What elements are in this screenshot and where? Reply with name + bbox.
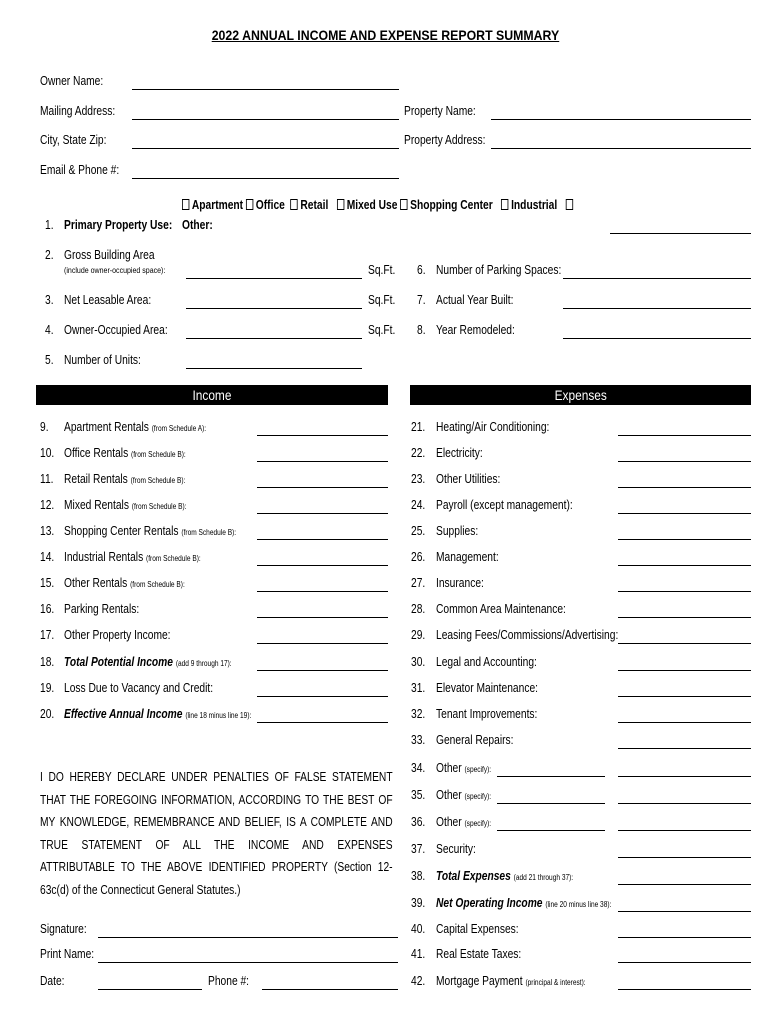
item-number: 9.	[40, 420, 49, 434]
item-number: 38.	[411, 869, 426, 883]
year-built-label: Actual Year Built:	[436, 293, 514, 307]
line-item-text: Real Estate Taxes:	[436, 947, 522, 961]
property-name-label: Property Name:	[404, 104, 476, 118]
line-item-note: (specify):	[464, 792, 492, 801]
line-item-text: Capital Expenses:	[436, 922, 519, 936]
other-use-label: Other:	[182, 218, 213, 232]
checkbox-icon	[246, 199, 253, 210]
line-item-note: (principal & interest):	[525, 978, 586, 987]
parking-spaces-label: Number of Parking Spaces:	[436, 263, 562, 277]
amount-field[interactable]	[257, 670, 388, 671]
line-item-text: Effective Annual Income	[64, 707, 183, 721]
signature-field[interactable]	[98, 937, 398, 938]
item-number: 21.	[411, 420, 426, 434]
line-item-label	[436, 842, 476, 856]
line-item-label	[436, 681, 538, 695]
line-item-label	[64, 707, 251, 721]
line-item-note: (line 20 minus line 38):	[545, 900, 612, 909]
line-item-text: Office Rentals	[64, 446, 129, 460]
income-header: Income	[36, 385, 388, 405]
line-item-label	[64, 655, 232, 669]
line-item-text: Tenant Improvements:	[436, 707, 538, 721]
line-item-label	[436, 550, 499, 564]
amount-field[interactable]	[618, 857, 751, 858]
item-number: 26.	[411, 550, 426, 564]
line-item-text: Other Utilities:	[436, 472, 501, 486]
line-item-text: Heating/Air Conditioning:	[436, 420, 550, 434]
line-item-text: Supplies:	[436, 524, 479, 538]
line-item-note: (from Schedule B):	[146, 554, 201, 563]
line-item-note: (from Schedule B):	[130, 580, 185, 589]
checkbox-other[interactable]	[566, 198, 576, 212]
amount-field[interactable]	[618, 643, 751, 644]
mailing-address-label: Mailing Address:	[40, 104, 116, 118]
line-item-label	[436, 602, 566, 616]
property-use-options	[182, 198, 576, 212]
line-item-text: Retail Rentals	[64, 472, 128, 486]
item-number: 16.	[40, 602, 55, 616]
line-item-label	[64, 420, 206, 434]
property-name-field[interactable]	[491, 119, 751, 120]
item-number: 31.	[411, 681, 426, 695]
amount-field[interactable]	[257, 617, 388, 618]
amount-field[interactable]	[618, 461, 751, 462]
line-item-label	[436, 974, 586, 988]
line-item-label	[436, 707, 537, 721]
amount-field[interactable]	[257, 643, 388, 644]
item-number: 15.	[40, 576, 55, 590]
other-use-field[interactable]	[610, 233, 751, 234]
line-item-label	[436, 733, 513, 747]
line-item-text: General Repairs:	[436, 733, 514, 747]
checkbox-icon	[337, 199, 344, 210]
line-item-label	[436, 815, 491, 829]
line-item-note: (add 21 through 37):	[513, 873, 574, 882]
line-item-text: Industrial Rentals	[64, 550, 144, 564]
item-number: 20.	[40, 707, 55, 721]
line-item-label	[64, 550, 201, 564]
declaration-text: I DO HEREBY DECLARE UNDER PENALTIES OF FALSE STATEMENT THAT THE FOREGOING INFORMATION, ACCORDING TO THE BEST OF MY KNOWLEDGE, REMEMBRANCE AND BELIEF, IS A COMPLETE AND TRUE STATEMENT OF ALL THE INCOME AND EXPENSES ATTRIBUTABLE TO THE ABOVE IDENTIFIED PROPERTY (Section 12-63c(d) of the Connecticut General Statutes.)	[40, 770, 393, 897]
line-item-text: Payroll (except management):	[436, 498, 573, 512]
sqft-unit: Sq.Ft.	[368, 323, 396, 337]
checkbox-mixed-use[interactable]: Mixed Use	[337, 198, 398, 212]
item-number: 22.	[411, 446, 426, 460]
item-number: 6.	[417, 263, 426, 277]
line-item-text: Other	[436, 761, 462, 775]
line-item-label	[436, 788, 491, 802]
checkbox-icon	[400, 199, 407, 210]
item-number: 14.	[40, 550, 55, 564]
amount-field[interactable]	[257, 696, 388, 697]
line-item-label	[436, 761, 491, 775]
line-item-label	[64, 602, 139, 616]
parking-spaces-field[interactable]	[563, 278, 751, 279]
checkbox-icon	[182, 199, 189, 210]
item-number: 11.	[40, 472, 54, 486]
line-item-label	[436, 922, 519, 936]
line-item-text: Other	[436, 815, 462, 829]
item-number: 24.	[411, 498, 426, 512]
owner-name-label: Owner Name:	[40, 74, 104, 88]
item-number: 18.	[40, 655, 55, 669]
line-item-label	[436, 655, 537, 669]
amount-field[interactable]	[618, 487, 751, 488]
gross-building-area-label: Gross Building Area	[64, 248, 155, 262]
line-item-label	[436, 896, 611, 910]
print-name-field[interactable]	[98, 962, 398, 963]
item-number: 7.	[417, 293, 426, 307]
item-number: 32.	[411, 707, 426, 721]
email-phone-field[interactable]	[132, 178, 399, 179]
line-item-label	[436, 628, 618, 642]
line-item-label	[64, 681, 213, 695]
line-item-text: Legal and Accounting:	[436, 655, 537, 669]
checkbox-shopping-center[interactable]: Shopping Center	[400, 198, 492, 212]
line-item-note: (from Schedule B):	[131, 502, 187, 511]
amount-field[interactable]	[618, 989, 751, 990]
item-number: 1.	[45, 218, 54, 232]
line-item-text: Other Property Income:	[64, 628, 171, 642]
sqft-unit: Sq.Ft.	[368, 263, 396, 277]
owner-name-field[interactable]	[132, 89, 399, 90]
item-number: 8.	[417, 323, 426, 337]
amount-field[interactable]	[618, 513, 751, 514]
year-built-field[interactable]	[563, 308, 751, 309]
specify-field[interactable]	[497, 803, 605, 804]
gross-building-area-note: (include owner-occupied space):	[64, 266, 166, 275]
amount-field[interactable]	[257, 513, 388, 514]
line-item-text: Total Potential Income	[64, 655, 173, 669]
date-label: Date:	[40, 974, 65, 988]
item-number: 23.	[411, 472, 426, 486]
line-item-label	[436, 947, 521, 961]
year-remodeled-label: Year Remodeled:	[436, 323, 515, 337]
line-item-label	[436, 869, 573, 883]
amount-field[interactable]	[618, 539, 751, 540]
checkbox-industrial[interactable]: Industrial	[501, 198, 557, 212]
item-number: 27.	[411, 576, 426, 590]
checkbox-icon	[501, 199, 508, 210]
amount-field[interactable]	[257, 461, 388, 462]
line-item-text: Apartment Rentals	[64, 420, 149, 434]
item-number: 28.	[411, 602, 426, 616]
line-item-label	[436, 420, 549, 434]
city-state-zip-field[interactable]	[132, 148, 399, 149]
year-remodeled-field[interactable]	[563, 338, 751, 339]
line-item-text: Insurance:	[436, 576, 484, 590]
item-number: 35.	[411, 788, 426, 802]
item-number: 33.	[411, 733, 426, 747]
item-number: 41.	[411, 947, 426, 961]
checkbox-icon	[566, 199, 573, 210]
line-item-note: (line 18 minus line 19):	[185, 711, 252, 720]
line-item-text: Electricity:	[436, 446, 483, 460]
item-number: 37.	[411, 842, 426, 856]
line-item-note: (specify):	[464, 819, 492, 828]
line-item-label	[436, 446, 483, 460]
line-item-text: Other	[436, 788, 462, 802]
amount-field[interactable]	[618, 435, 751, 436]
expenses-header: Expenses	[410, 385, 751, 405]
amount-field[interactable]	[618, 696, 751, 697]
checkbox-office[interactable]: Office	[246, 198, 285, 212]
item-number: 19.	[40, 681, 55, 695]
property-address-label: Property Address:	[404, 133, 486, 147]
checkbox-retail[interactable]: Retail	[291, 198, 329, 212]
checkbox-apartment[interactable]: Apartment	[182, 198, 243, 212]
line-item-note: (from Schedule B):	[130, 476, 186, 485]
specify-field[interactable]	[497, 830, 605, 831]
line-item-note: (specify):	[464, 765, 492, 774]
item-number: 10.	[40, 446, 55, 460]
amount-field[interactable]	[618, 591, 751, 592]
sqft-unit: Sq.Ft.	[368, 293, 396, 307]
item-number: 40.	[411, 922, 426, 936]
mailing-address-field[interactable]	[132, 119, 399, 120]
email-phone-label: Email & Phone #:	[40, 163, 120, 177]
item-number: 12.	[40, 498, 55, 512]
line-item-label	[64, 576, 185, 590]
line-item-label	[436, 498, 573, 512]
item-number: 42.	[411, 974, 426, 988]
amount-field[interactable]	[618, 830, 751, 831]
line-item-text: Common Area Maintenance:	[436, 602, 566, 616]
line-item-text: Management:	[436, 550, 499, 564]
line-item-text: Loss Due to Vacancy and Credit:	[64, 681, 214, 695]
line-item-label	[64, 472, 185, 486]
line-item-text: Total Expenses	[436, 869, 511, 883]
page-title: 2022 ANNUAL INCOME AND EXPENSE REPORT SUMMARY	[211, 27, 559, 43]
amount-field[interactable]	[257, 539, 388, 540]
phone-label: Phone #:	[208, 974, 250, 988]
amount-field[interactable]	[257, 565, 388, 566]
specify-field[interactable]	[497, 776, 605, 777]
line-item-text: Elevator Maintenance:	[436, 681, 539, 695]
amount-field[interactable]	[618, 962, 751, 963]
item-number: 30.	[411, 655, 426, 669]
item-number: 2.	[45, 248, 54, 262]
property-address-field[interactable]	[491, 148, 751, 149]
phone-field[interactable]	[262, 989, 398, 990]
owner-occupied-area-label: Owner-Occupied Area:	[64, 323, 168, 337]
line-item-text: Other Rentals	[64, 576, 128, 590]
gross-building-area-field[interactable]	[186, 278, 362, 279]
line-item-text: Mortgage Payment	[436, 974, 523, 988]
city-state-zip-label: City, State Zip:	[40, 133, 107, 147]
line-item-note: (from Schedule B):	[181, 528, 237, 537]
line-item-label	[64, 628, 171, 642]
amount-field[interactable]	[618, 748, 751, 749]
line-item-text: Net Operating Income	[436, 896, 543, 910]
amount-field[interactable]	[618, 937, 751, 938]
line-item-note: (from Schedule A):	[151, 424, 207, 433]
item-number: 29.	[411, 628, 426, 642]
item-number: 36.	[411, 815, 426, 829]
line-item-note: (add 9 through 17):	[175, 659, 232, 668]
line-item-label	[436, 472, 500, 486]
line-item-label	[64, 524, 236, 538]
amount-field[interactable]	[618, 776, 751, 777]
item-number: 4.	[45, 323, 54, 337]
line-item-text: Shopping Center Rentals	[64, 524, 179, 538]
primary-property-use-label: Primary Property Use:	[64, 218, 173, 232]
amount-field[interactable]	[257, 435, 388, 436]
signature-label: Signature:	[40, 922, 87, 936]
net-leasable-area-field[interactable]	[186, 308, 362, 309]
item-number: 39.	[411, 896, 426, 910]
line-item-text: Security:	[436, 842, 476, 856]
line-item-text: Parking Rentals:	[64, 602, 140, 616]
line-item-text: Mixed Rentals	[64, 498, 129, 512]
amount-field[interactable]	[257, 487, 388, 488]
amount-field[interactable]	[618, 565, 751, 566]
line-item-label	[436, 524, 478, 538]
item-number: 13.	[40, 524, 55, 538]
amount-field[interactable]	[618, 670, 751, 671]
net-leasable-area-label: Net Leasable Area:	[64, 293, 152, 307]
amount-field[interactable]	[618, 722, 751, 723]
item-number: 17.	[40, 628, 55, 642]
checkbox-icon	[291, 199, 298, 210]
owner-occupied-area-field[interactable]	[186, 338, 362, 339]
line-item-label	[64, 446, 186, 460]
amount-field[interactable]	[618, 617, 751, 618]
print-name-label: Print Name:	[40, 947, 95, 961]
line-item-note: (from Schedule B):	[131, 450, 186, 459]
item-number: 25.	[411, 524, 426, 538]
amount-field[interactable]	[257, 722, 388, 723]
amount-field[interactable]	[618, 803, 751, 804]
line-item-label	[64, 498, 187, 512]
line-item-text: Leasing Fees/Commissions/Advertising:	[436, 628, 619, 642]
amount-field[interactable]	[618, 911, 751, 912]
item-number: 34.	[411, 761, 426, 775]
line-item-label	[436, 576, 484, 590]
item-number: 5.	[45, 353, 54, 367]
item-number: 3.	[45, 293, 54, 307]
date-field[interactable]	[98, 989, 202, 990]
number-of-units-field[interactable]	[186, 368, 362, 369]
number-of-units-label: Number of Units:	[64, 353, 141, 367]
amount-field[interactable]	[618, 884, 751, 885]
amount-field[interactable]	[257, 591, 388, 592]
